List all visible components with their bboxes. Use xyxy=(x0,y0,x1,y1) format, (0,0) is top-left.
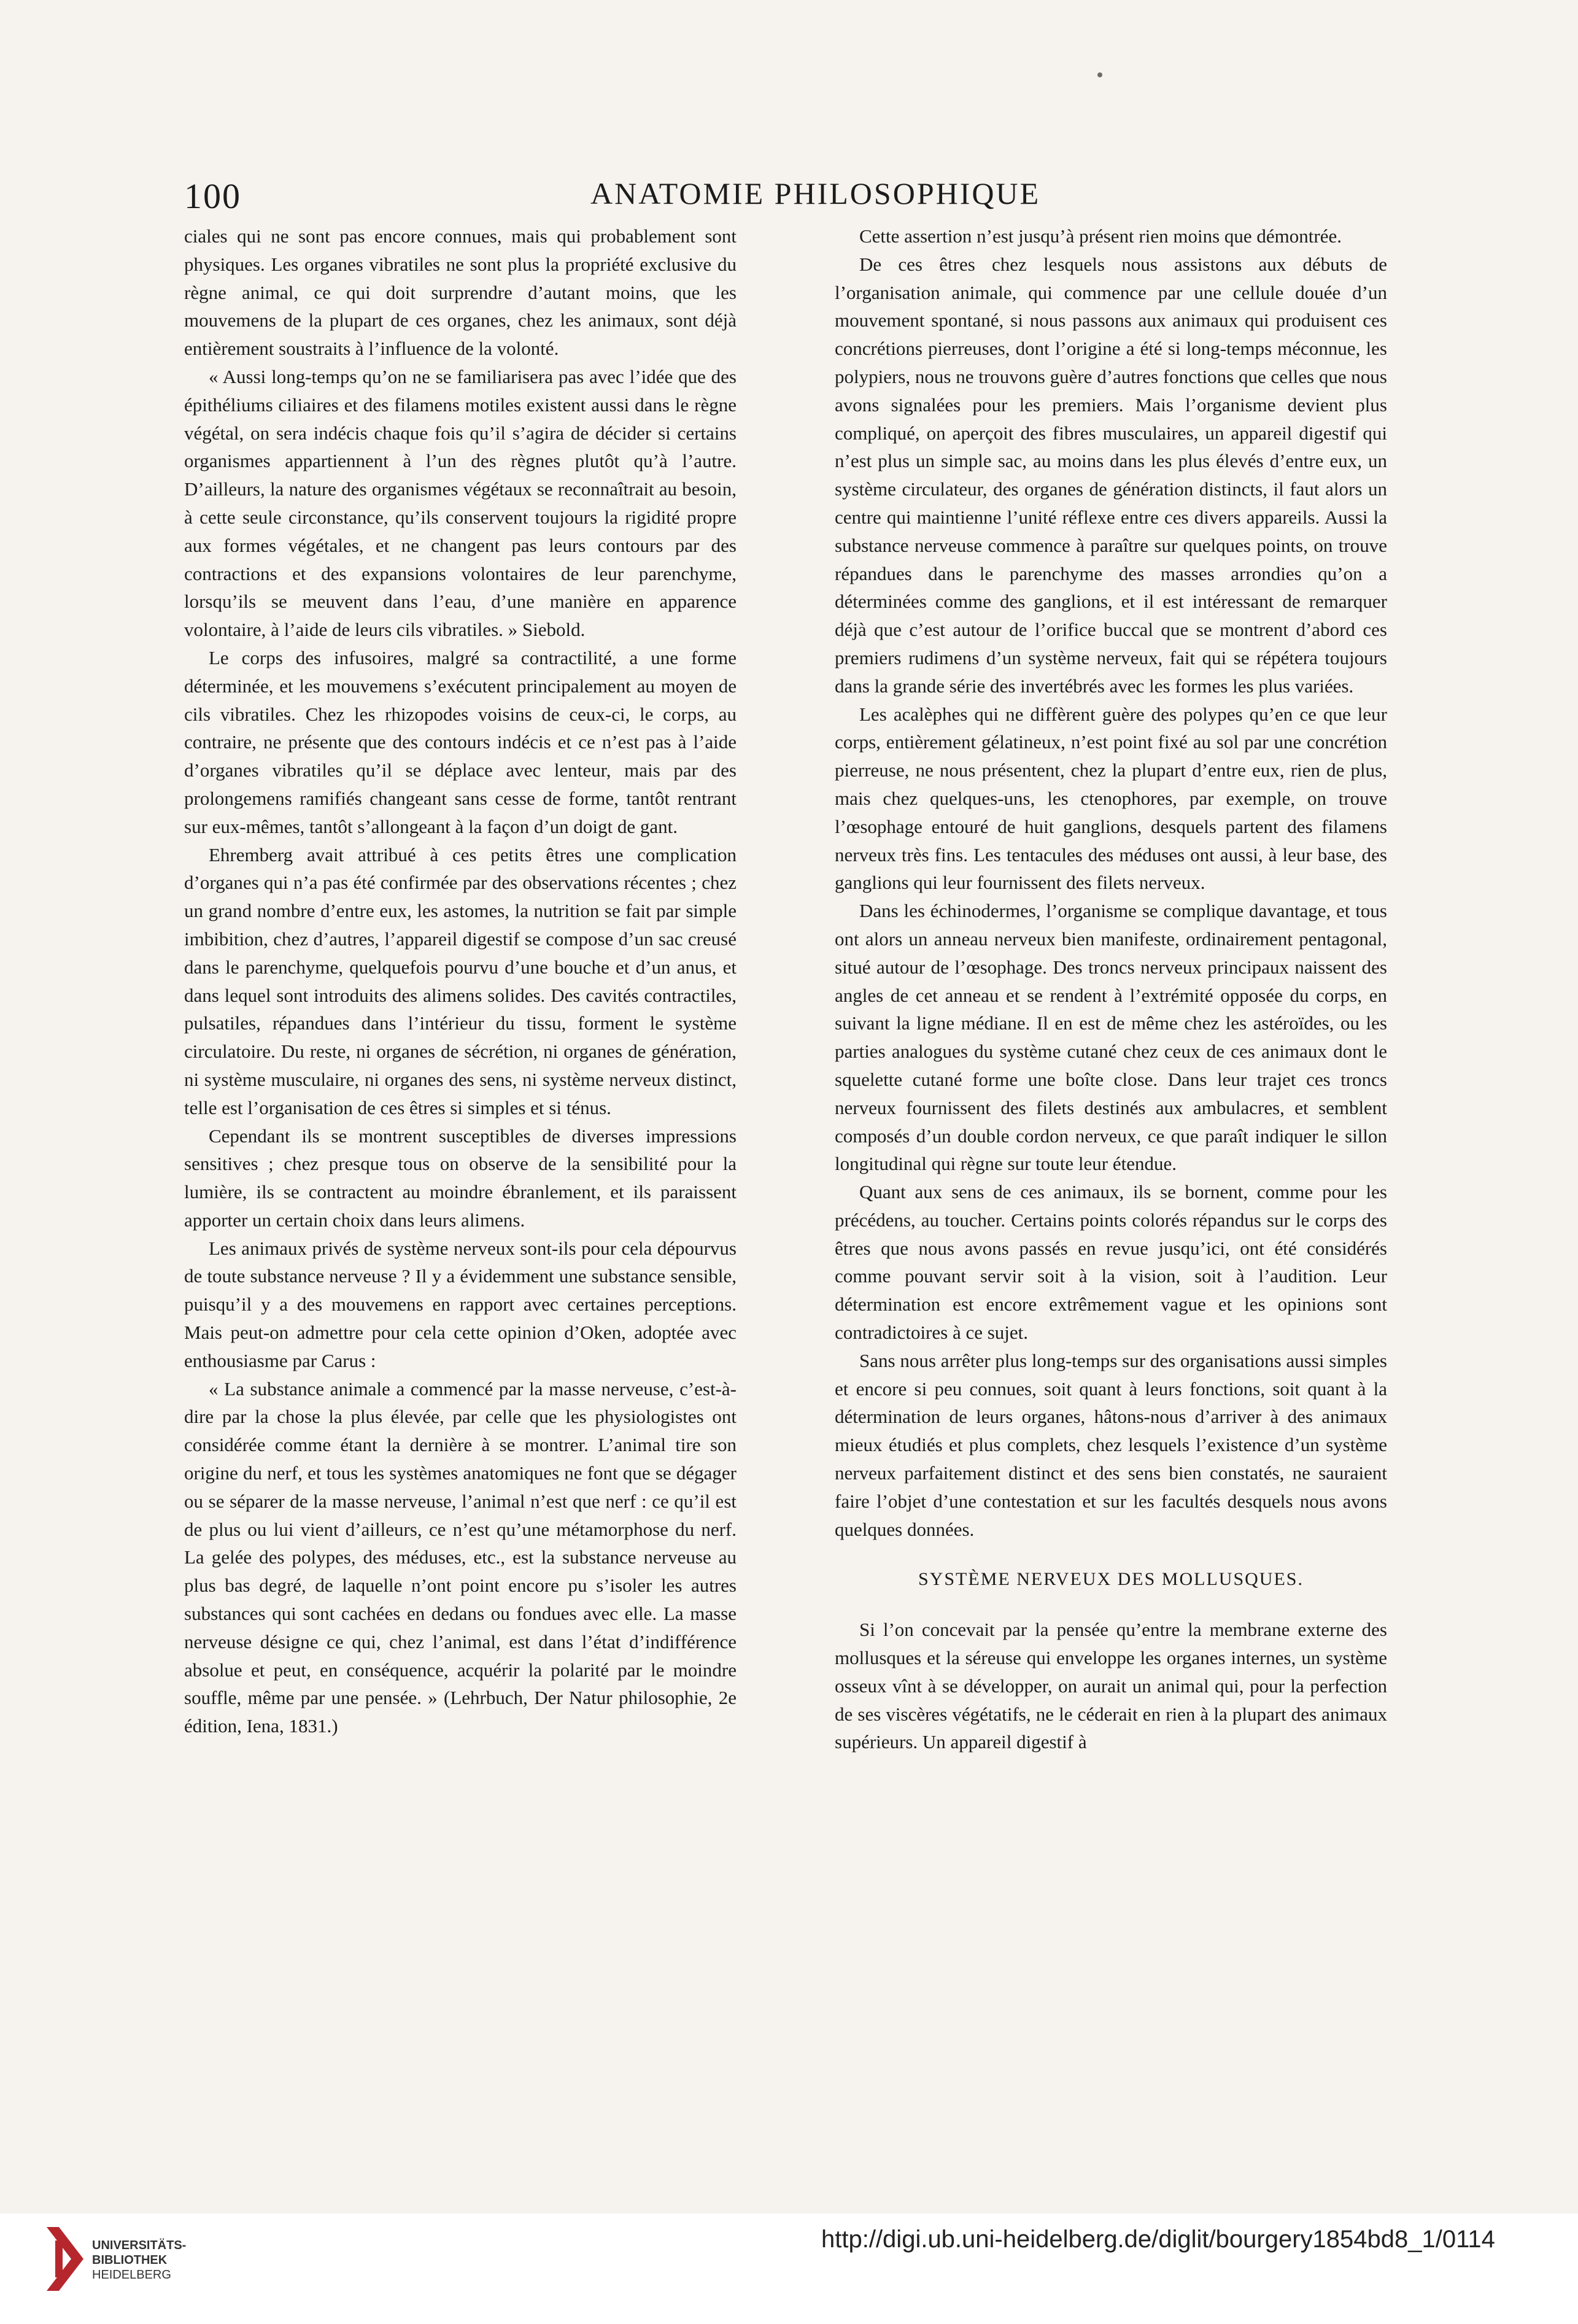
paragraph: « La substance animale a commencé par la masse nerveuse, c’est-à-dire par la chose la plus élevée, par celle que les physiologistes ont considérée comme étant la dernière à se montrer. L’animal tire son origine du nerf, et tous les systèmes anatomiques ne font que se dégager ou se séparer de la masse nerveuse, l’animal n’est que nerf : ce qu’il est de plus ou lui vient d’ailleurs, ce n’est qu’une métamorphose du nerf. La gelée des polypes, des méduses, etc., est la substance nerveuse au plus bas degré, de laquelle n’ont point encore pu s’isoler les autres substances qui sont cachées en dedans ou fondues avec elle. La masse nerveuse désigne ce qui, chez l’animal, est dans l’état d’indifférence absolue et peut, en conséquence, acquérir la polarité par le moindre souffle, même par une pensée. » (Lehrbuch, Der Natur philosophie, 2e édition, Iena, 1831.) xyxy=(184,1377,737,1737)
paragraph: Le corps des infusoires, malgré sa contractilité, a une forme déterminée, et les mouvemens s’exécutent principalement au moyen de cils vibratiles. Chez les rhizopodes voisins de ceux-ci, le corps, au contraire, ne présente que des contours indécis et ce n’est pas à l’aide d’organes vibratiles qu’il se déplace avec lenteur, mais par des prolongemens ramifiés changeant sans cesse de forme, tantôt rentrant sur eux-mêmes, tantôt s’allongeant à la façon d’un doigt de gant. xyxy=(184,646,737,837)
running-title: ANATOMIE PHILOSOPHIQUE xyxy=(590,176,1041,211)
source-url-link[interactable]: http://digi.ub.uni-heidelberg.de/diglit/bourgery1854bd8_1/0114 xyxy=(821,2226,1495,2253)
paragraph: Si l’on concevait par la pensée qu’entre la membrane externe des mollusques et la séreuse qui enveloppe les organes internes, un système osseux vînt à se développer, on aurait un animal qui, pour la perfection de ses viscères végétatifs, ne le céderait en rien à la plupart des animaux supérieurs. Un appareil digestif à xyxy=(835,1619,1387,1753)
paragraph: Cette assertion n’est jusqu’à présent rien moins que démontrée. xyxy=(859,225,1342,247)
page-number: 100 xyxy=(184,176,241,216)
paragraph: De ces êtres chez lesquels nous assistons aux débuts de l’organisation animale, qui commence par une cellule douée d’un mouvement spontané, si nous passons aux animaux qui produisent ces concrétions pierreuses, dont l’origine a été si long-temps méconnue, les polypiers, nous ne trouvons guère d’autres fonctions que celles que nous avons signalées pour les premiers. Mais l’organisme devient plus compliqué, on aperçoit des fibres musculaires, un appareil digestif qui n’est plus un simple sac, au moins dans les plus élevés d’entre eux, un système circulateur, des organes de génération distincts, il faut alors un centre qui maintienne l’unité réflexe entre ces divers appareils. Aussi la substance nerveuse commence à paraître sur quelques points, on trouve répandues dans le parenchyme des masses arrondies qu’on a déterminées comme des ganglions, et il est intéressant de remarquer déjà que c’est autour de l’orifice buccal que se montrent d’abord ces premiers rudimens d’un système nerveux, fait qui se répétera toujours dans la grande série des invertébrés avec les formes les plus variées. xyxy=(835,253,1387,697)
library-name-line: HEIDELBERG xyxy=(92,2268,171,2282)
ink-spot xyxy=(1097,72,1102,77)
library-name-line: BIBLIOTHEK xyxy=(92,2253,168,2267)
paragraph: Cependant ils se montrent susceptibles de diverses impressions sensitives ; chez presque tous on observe de la sensibilité pour la lumière, ils se contractent au moindre ébranlement, et ils paraissent apporter un certain choix dans leurs alimens. xyxy=(184,1125,737,1231)
paragraph: Les animaux privés de système nerveux sont-ils pour cela dépourvus de toute substance nerveuse ? Il y a évidemment une substance sensible, puisqu’il y a des mouvemens en rapport avec certaines perceptions. Mais peut-on admettre pour cela cette opinion d’Oken, adoptée avec enthousiasme par Carus : xyxy=(184,1237,737,1371)
left-column xyxy=(184,222,737,1740)
right-column xyxy=(835,222,1387,1756)
paragraph: « Aussi long-temps qu’on ne se familiarisera pas avec l’idée que des épithéliums ciliaires et des filamens motiles existent aussi dans le règne végétal, on sera indécis chaque fois qu’il s’agira de décider si certains organismes appartiennent à l’un des règnes plutôt qu’à l’autre. D’ailleurs, la nature des organismes végétaux se reconnaîtrait au besoin, à cette seule circonstance, qu’ils conservent toujours la rigidité propre aux formes végétales, et ne changent pas leurs contours par des contractions et des expansions volontaires de leur parenchyme, lorsqu’ils se meuvent dans l’eau, d’une manière en apparence volontaire, à l’aide de leurs cils vibratiles. » Siebold. xyxy=(184,365,737,641)
library-name xyxy=(92,2238,186,2282)
paragraph: ciales qui ne sont pas encore connues, mais qui probablement sont physiques. Les organes vibratiles ne sont plus la propriété exclusive du règne animal, ce qui doit surprendre d’autant moins, que les mouvemens de la plupart de ces organes, chez les animaux, sont déjà entièrement soustraits à l’influence de la volonté. xyxy=(184,225,737,360)
paragraph: Les acalèphes qui ne diffèrent guère des polypes qu’en ce que leur corps, entièrement gélatineux, n’est point fixé au sol par une concrétion pierreuse, ne nous présentent, chez la plupart d’entre eux, rien de plus, mais chez quelques-uns, les ctenophores, par exemple, on trouve l’œsophage entouré de huit ganglions, desquels partent des filamens nerveux très fins. Les tentacules des méduses ont aussi, à leur base, des ganglions qui leur fournissent des filets nerveux. xyxy=(835,703,1387,894)
university-library-logo-icon xyxy=(41,2222,90,2296)
library-name-line: UNIVERSITÄTS- xyxy=(92,2239,187,2252)
section-heading: SYSTÈME NERVEUX DES MOLLUSQUES. xyxy=(918,1569,1304,1590)
paragraph: Ehremberg avait attribué à ces petits êtres une complication d’organes qui n’a pas été confirmée par des observations récentes ; chez un grand nombre d’entre eux, les astomes, la nutrition se fait par simple imbibition, chez d’autres, l’appareil digestif se compose d’un sac creusé dans le parenchyme, quelquefois pourvu d’une bouche et d’un anus, et dans lequel sont introduits des alimens solides. Des cavités contractiles, pulsatiles, répandues dans l’intérieur du tissu, forment le système circulatoire. Du reste, ni organes de sécrétion, ni organes de génération, ni système musculaire, ni organes des sens, ni système nerveux distinct, telle est l’organisation de ces êtres si simples et si ténus. xyxy=(184,843,737,1118)
paragraph: Quant aux sens de ces animaux, ils se bornent, comme pour les précédens, au toucher. Certains points colorés répandus sur le corps des êtres que nous avons passés en revue jusqu’ici, ont été considérés comme pouvant servir soit à la vision, soit à l’audition. Leur détermination est encore extrêmement vague et les opinions sont contradictoires à ce sujet. xyxy=(835,1181,1387,1344)
paragraph: Dans les échinodermes, l’organisme se complique davantage, et tous ont alors un anneau nerveux bien manifeste, ordinairement pentagonal, situé autour de l’œsophage. Des troncs nerveux principaux naissent des angles de cet anneau et se rendent à l’extrémité opposée du corps, en suivant la ligne médiane. Il en est de même chez les astéroïdes, ou les parties analogues du système cutané chez ceux de ces animaux dont le squelette cutané forme une boîte close. Dans leur trajet ces troncs nerveux fournissent des filets destinés aux ambulacres, et semblent composés d’un double cordon nerveux, ce que paraît indiquer le sillon longitudinal qui règne sur toute leur étendue. xyxy=(835,900,1387,1175)
paragraph: Sans nous arrêter plus long-temps sur des organisations aussi simples et encore si peu connues, soit quant à leurs fonctions, soit quant à la détermination de leurs organes, hâtons-nous d’arriver à des animaux mieux étudiés et plus complets, chez lesquels l’existence d’un système nerveux parfaitement distinct et des sens bien constatés, ne sauraient faire l’objet d’une contestation et sur les facultés desquels nous avons quelques données. xyxy=(835,1349,1387,1540)
